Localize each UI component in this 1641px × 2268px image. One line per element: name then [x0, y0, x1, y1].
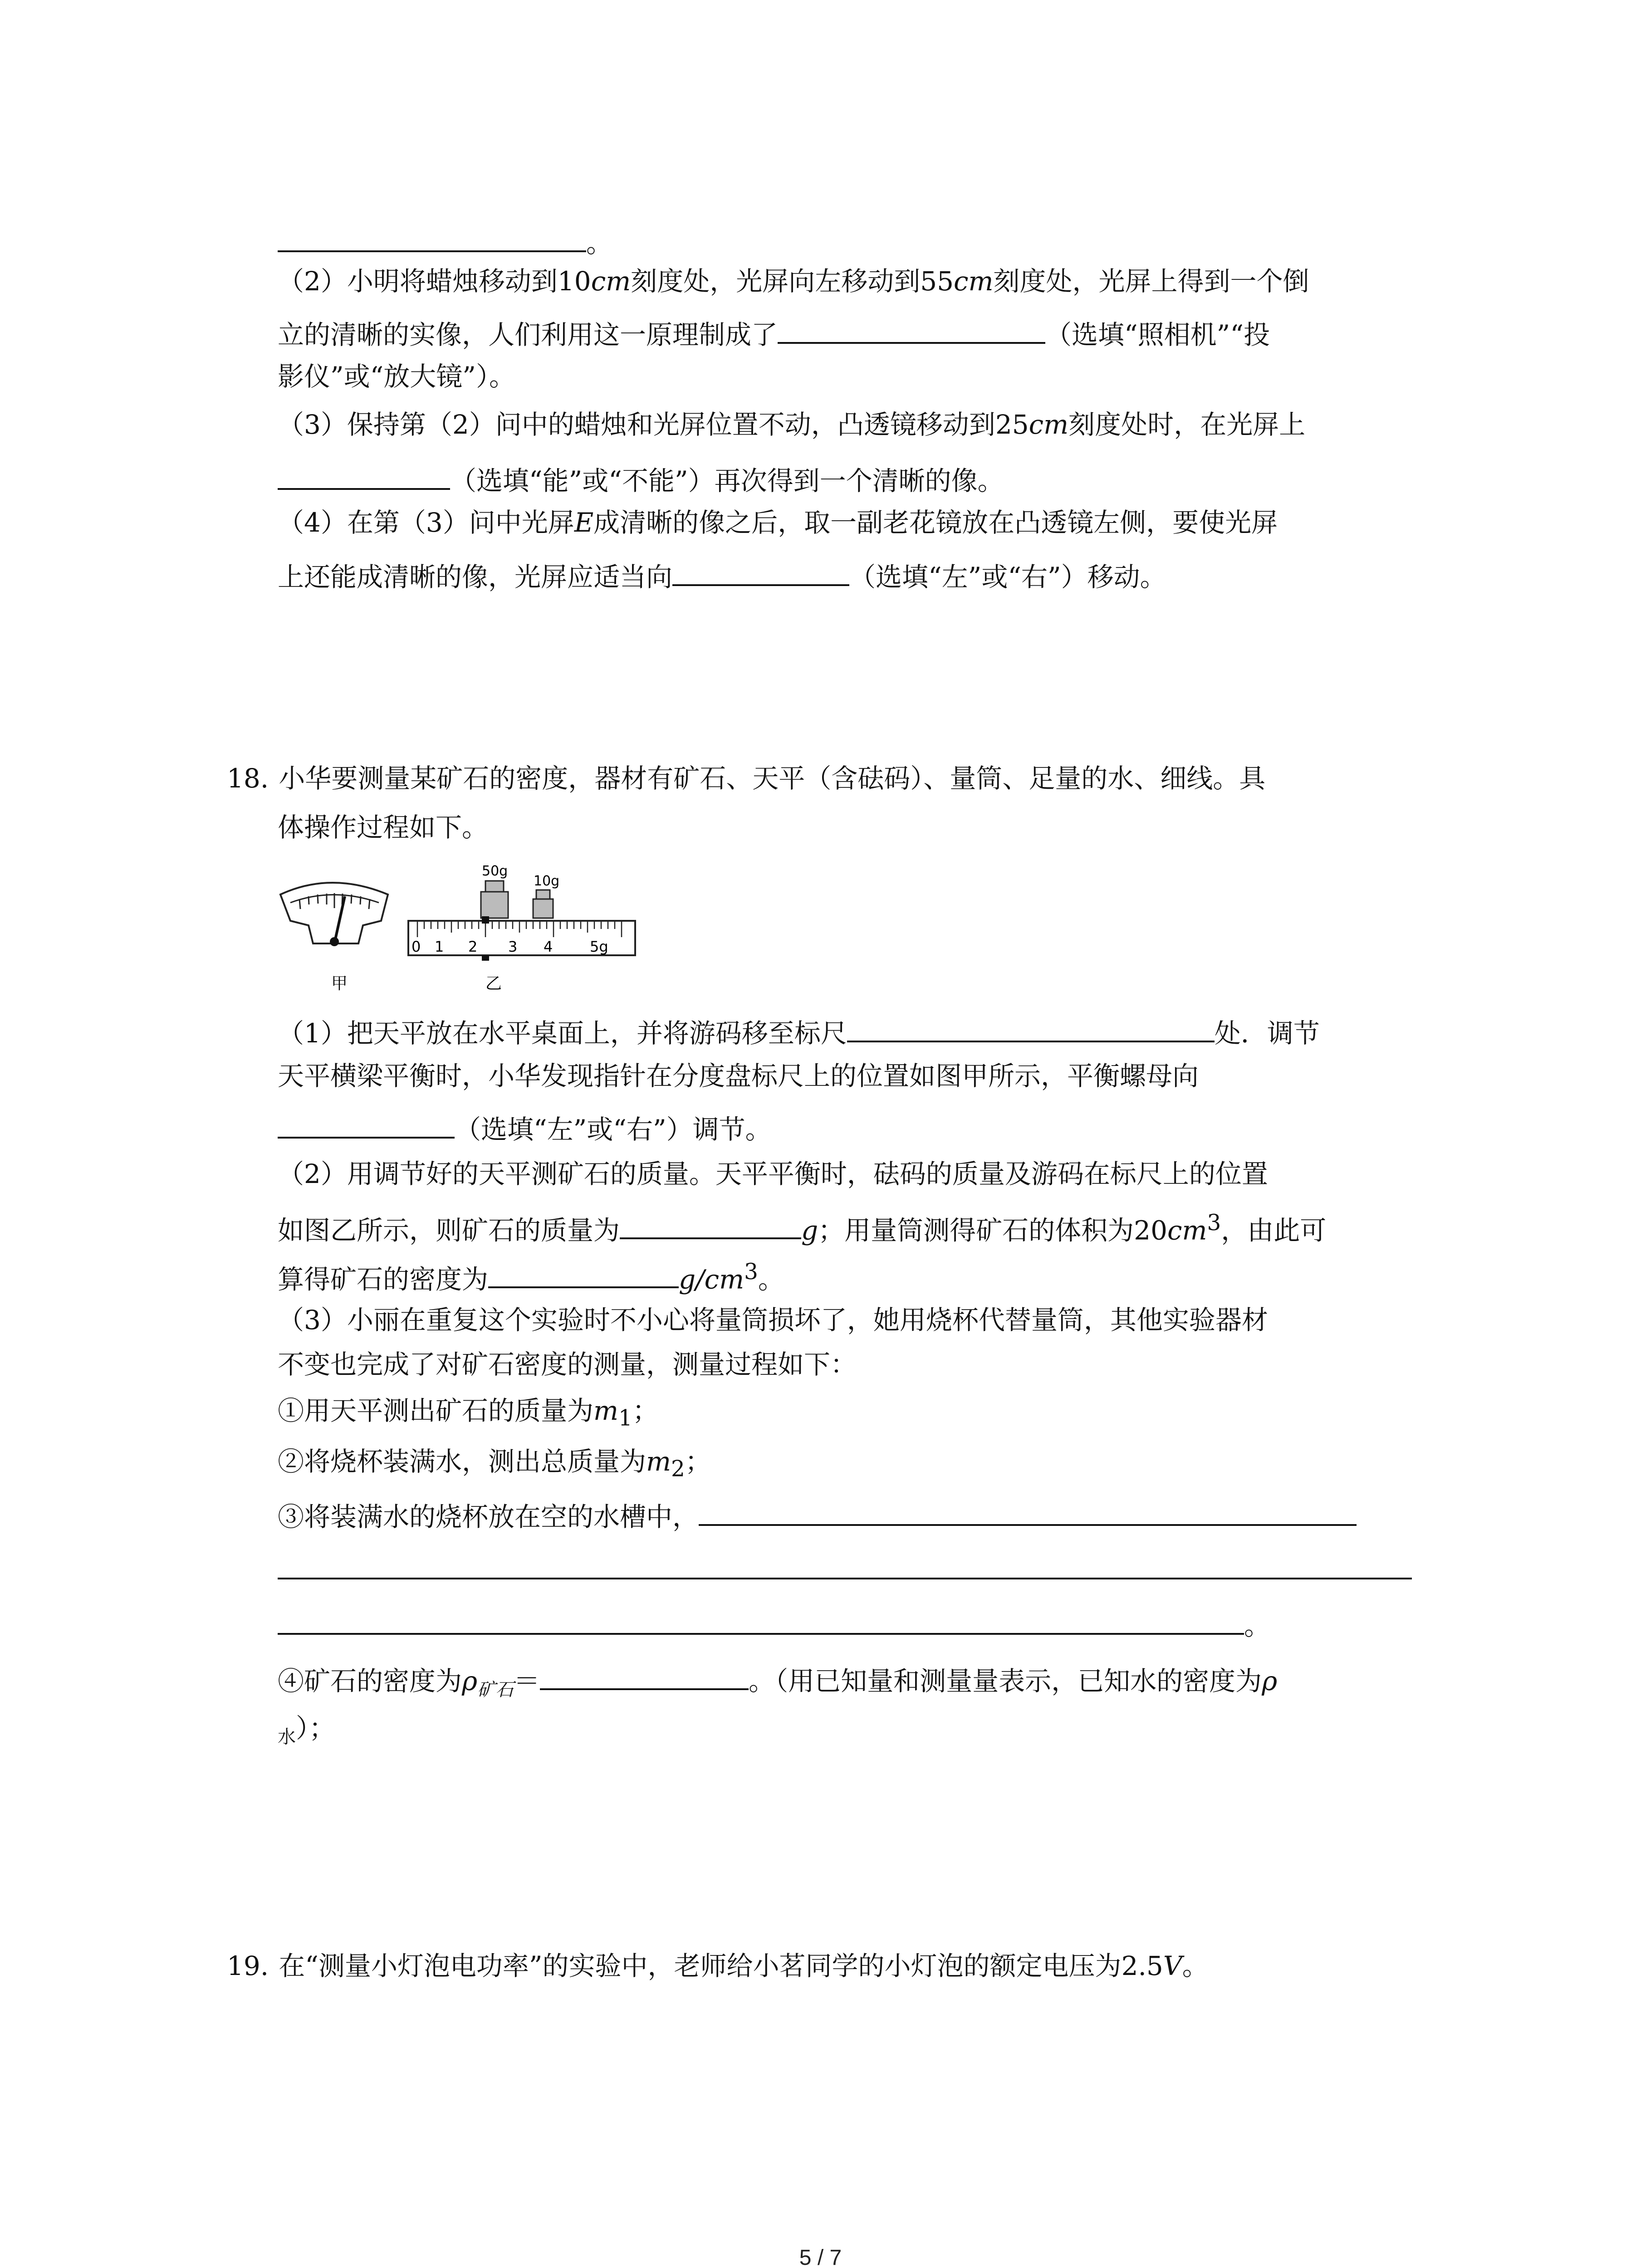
answer-blank[interactable]	[278, 1107, 455, 1139]
page-number: 5 / 7	[799, 2246, 842, 2268]
q18-part1-line-2: 天平横梁平衡时，小华发现指针在分度盘标尺上的位置如图甲所示，平衡螺母向	[278, 1061, 1199, 1091]
q17-part3-line-1: （3）保持第（2）问中的蜡烛和光屏位置不动，凸透镜移动到25cm刻度处时，在光屏上	[278, 409, 1306, 440]
answer-blank[interactable]	[540, 1658, 749, 1690]
tick-label-0: 0	[411, 938, 421, 955]
rider-top	[482, 916, 489, 924]
weight-50g-label: 50g	[482, 863, 508, 879]
figure-label-jia: 甲	[331, 974, 348, 993]
answer-blank[interactable]	[672, 554, 849, 586]
answer-blank[interactable]	[778, 312, 1045, 344]
answer-blank[interactable]	[488, 1256, 679, 1288]
q17-part2-line-2: 立的清晰的实像，人们利用这一原理制成了 （选填“照相机”“投	[278, 312, 1270, 353]
answer-blank[interactable]	[278, 220, 586, 252]
balance-figure	[272, 853, 644, 1016]
tick-label-5g: 5g	[590, 938, 608, 955]
q18-step-3-continuation-2: 。	[278, 1603, 1270, 1644]
q17-part2-line-3: 影仪”或“放大镜”）。	[278, 361, 515, 392]
q18-part3-line-1: （3）小丽在重复这个实验时不小心将量筒损坏了，她用烧杯代替量筒，其他实验器材	[278, 1305, 1268, 1335]
q19-line: 19. 在“测量小灯泡电功率”的实验中，老师给小茗同学的小灯泡的额定电压为2.5V。	[227, 1950, 1209, 1981]
q18-step-4: ④矿石的密度为$\rho_{矿石}=$ 。（用已知量和测量量表示，已知水的密度为ρ	[278, 1658, 1277, 1708]
answer-blank[interactable]	[278, 1548, 1412, 1579]
answer-blank[interactable]	[620, 1207, 801, 1239]
q18-part2-line-2: 如图乙所示，则矿石的质量为 g；用量筒测得矿石的体积为$20cm^3$，由此可	[278, 1205, 1326, 1248]
weight-10g-label: 10g	[534, 873, 560, 889]
q18-step-2: ②将烧杯装满水，测出总质量为$m_2$；	[278, 1446, 711, 1482]
q17-part4-line-1: （4）在第（3）问中光屏E成清晰的像之后，取一副老花镜放在凸透镜左侧，要使光屏	[278, 507, 1278, 538]
q17-part3-line-2: （选填“能”或“不能”）再次得到一个清晰的像。	[278, 458, 1004, 499]
q18-intro-line-2: 体操作过程如下。	[278, 812, 489, 843]
q18-part1-line-3: （选填“左”或“右”）调节。	[278, 1107, 772, 1148]
question-number: 19.	[227, 1950, 269, 1981]
q17-part4-line-2: 上还能成清晰的像，光屏应适当向 （选填“左”或“右”）移动。	[278, 554, 1166, 595]
rider-bottom	[482, 955, 489, 961]
pointer-dial-figure	[280, 883, 388, 946]
q18-intro-line-1: 18. 小华要测量某矿石的密度，器材有矿石、天平（含砝码）、量筒、足量的水、细线。具	[227, 763, 1266, 794]
q18-part2-line-1: （2）用调节好的天平测矿石的质量。天平平衡时，砝码的质量及游码在标尺上的位置	[278, 1158, 1268, 1189]
tick-label-1: 1	[435, 938, 444, 955]
q18-step-3: ③将装满水的烧杯放在空的水槽中，	[278, 1494, 1357, 1535]
answer-blank[interactable]	[699, 1494, 1357, 1526]
answer-blank[interactable]	[847, 1011, 1215, 1042]
q18-step-1: ①用天平测出矿石的质量为$m_1$；	[278, 1395, 659, 1431]
question-number: 18.	[227, 763, 269, 794]
answer-blank[interactable]	[278, 458, 450, 490]
tick-label-4: 4	[544, 938, 553, 955]
tick-label-2: 2	[468, 938, 478, 955]
figure-label-yi: 乙	[485, 974, 502, 993]
answer-blank[interactable]	[278, 1603, 1244, 1635]
rider-scale-tick-labels	[411, 938, 608, 955]
tick-label-3: 3	[508, 938, 518, 955]
q18-part2-line-3: 算得矿石的密度为 $g/cm^3$。	[278, 1254, 784, 1297]
q17-line-1: 。	[278, 220, 612, 261]
q18-step-3-continuation-1	[278, 1548, 1412, 1589]
q17-part2-line-1: （2）小明将蜡烛移动到10cm刻度处，光屏向左移动到55cm刻度处，光屏上得到一个倒	[278, 266, 1309, 297]
q18-part3-line-2: 不变也完成了对矿石密度的测量，测量过程如下：	[278, 1349, 857, 1380]
q18-part1-line-1: （1）把天平放在水平桌面上，并将游码移至标尺 处．调节	[278, 1011, 1320, 1051]
q18-step-4-continuation: $_水$）；	[278, 1713, 336, 1748]
